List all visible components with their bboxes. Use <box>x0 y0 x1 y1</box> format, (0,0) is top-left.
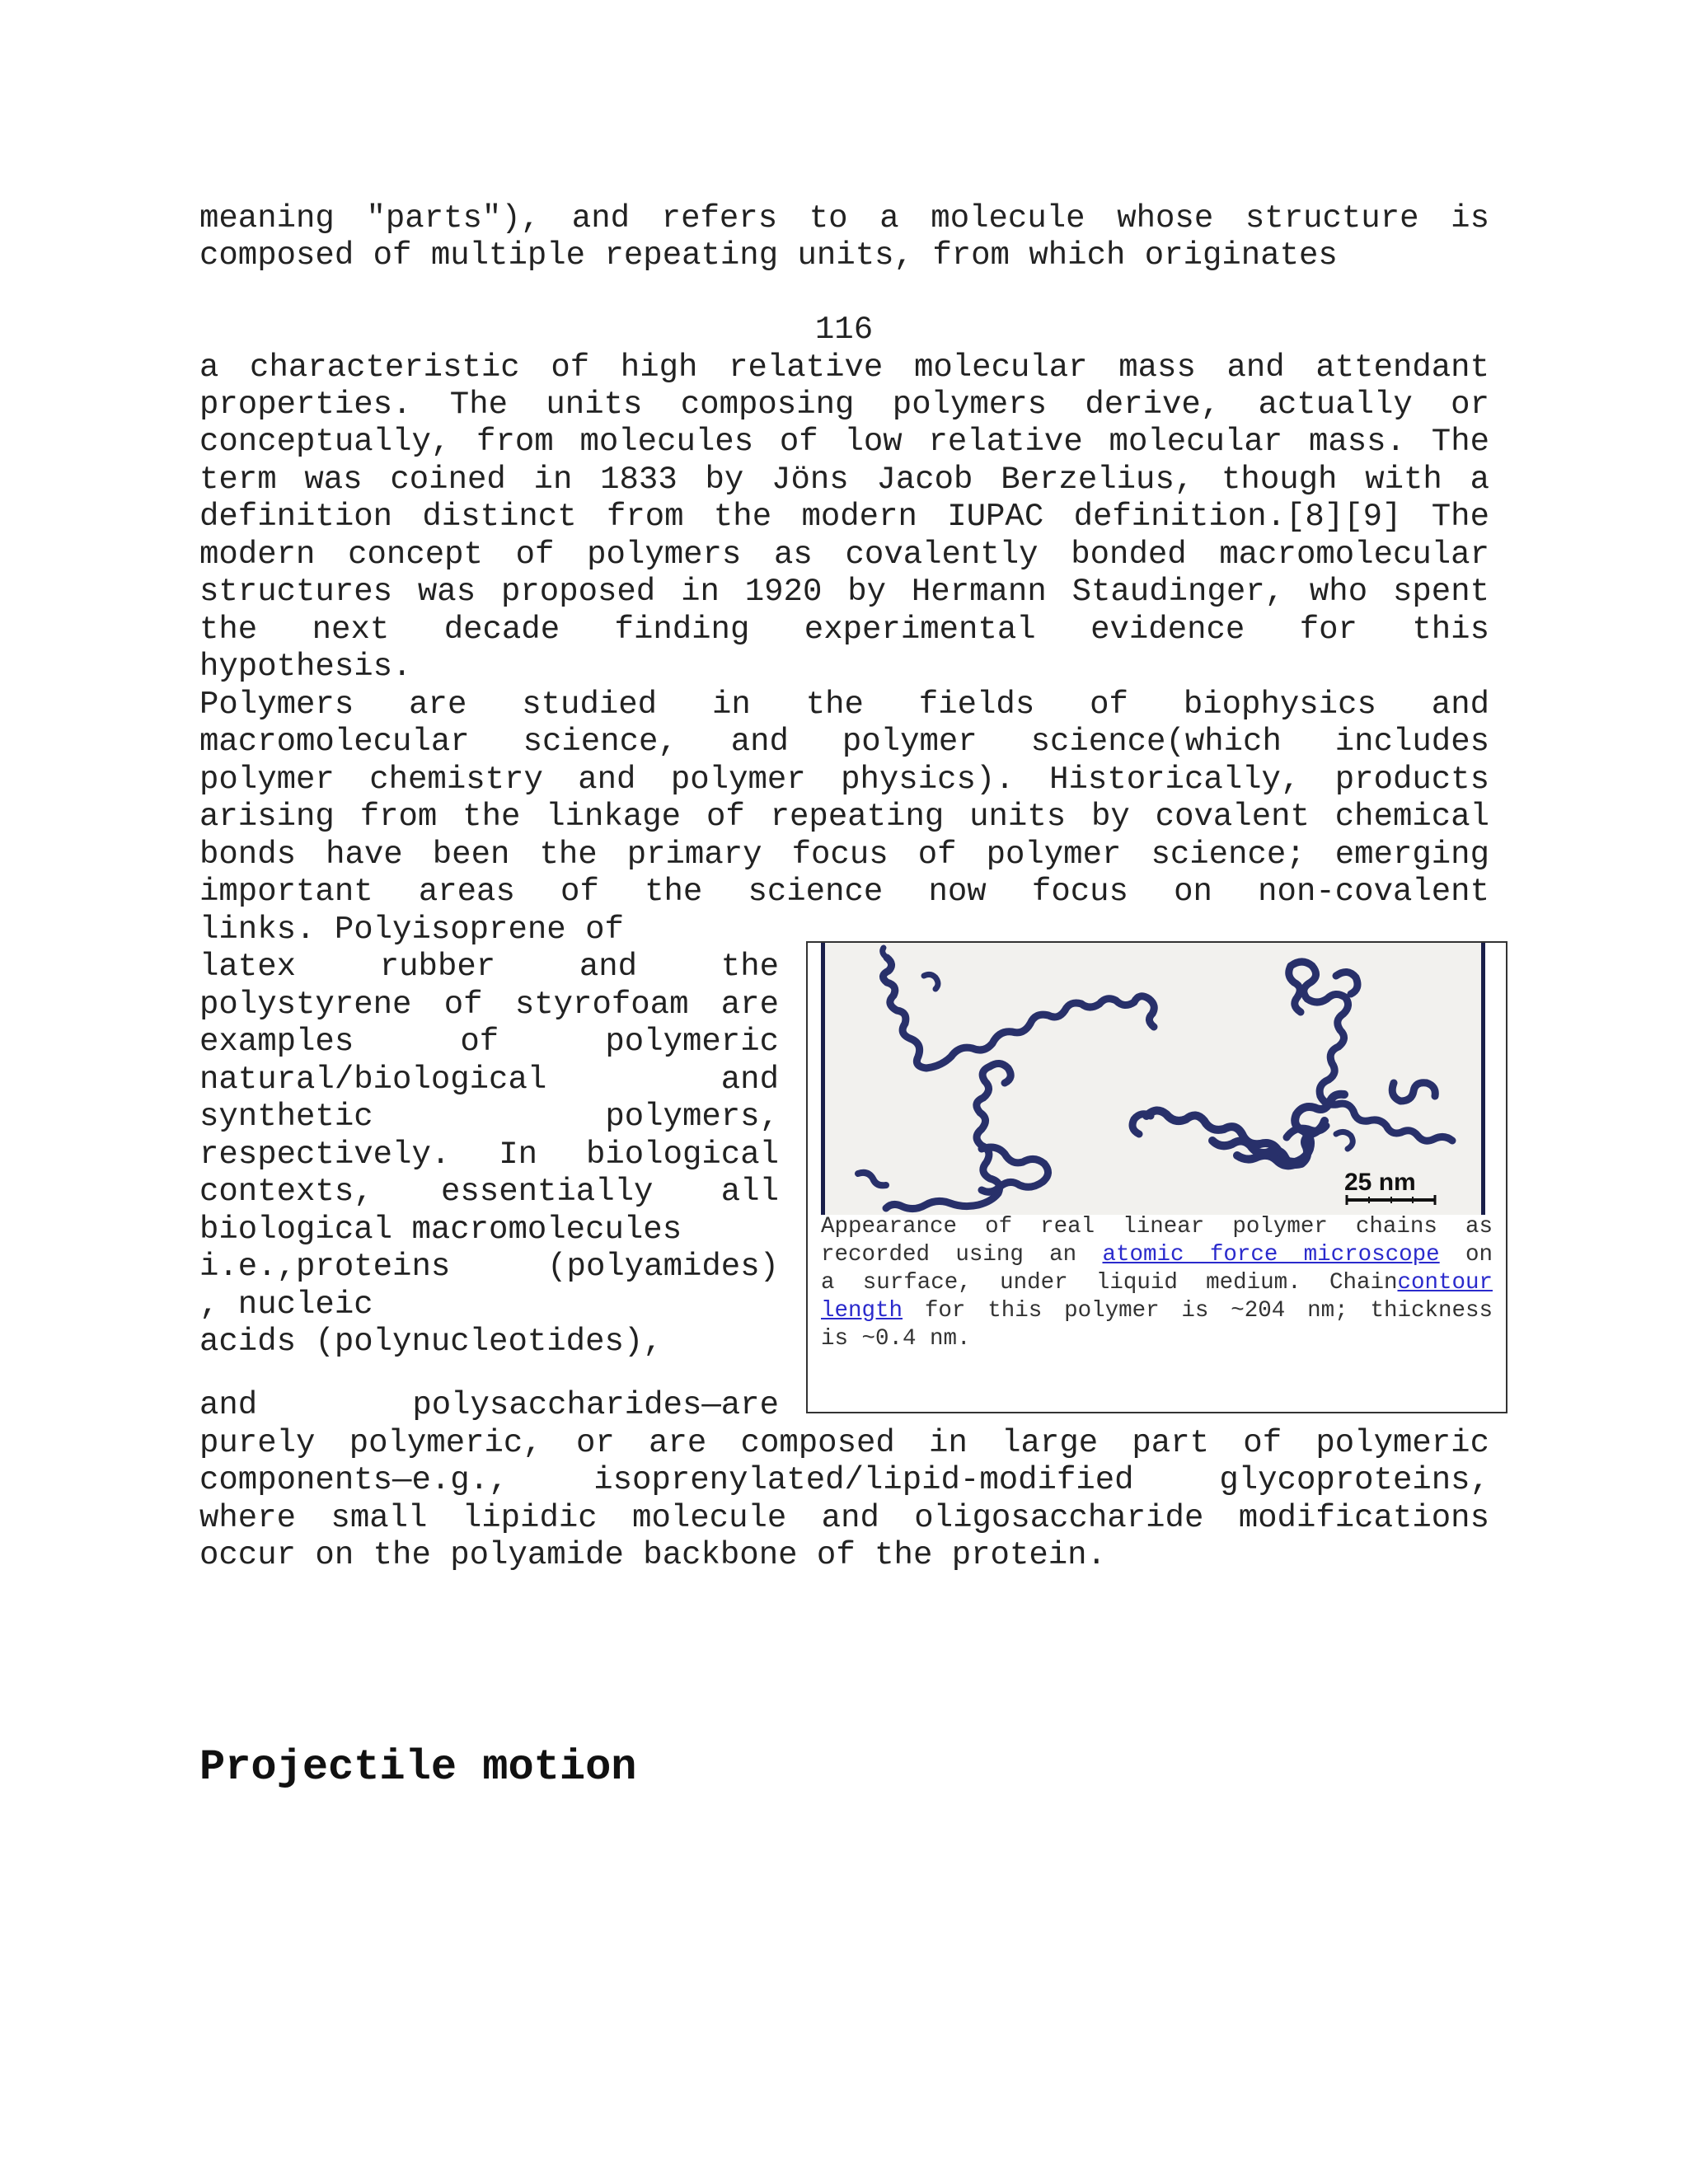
text-line: polystyrene of styrofoam are <box>199 987 779 1023</box>
text-line: biological macromolecules <box>199 1212 682 1248</box>
text-line: Polymers are studied in the fields of biophysics and <box>199 687 1489 723</box>
text-line: composed of multiple repeating units, from which originates <box>199 237 1338 274</box>
caption-text: a surface, under liquid medium. Chain <box>821 1270 1398 1296</box>
text-line: modern concept of polymers as covalently bonded macromolecular <box>199 537 1489 573</box>
text-line: important areas of the science now focus on non-covalent <box>199 874 1489 910</box>
text-line: bonds have been the primary focus of polymer science; emerging <box>199 837 1489 873</box>
text-line: conceptually, from molecules of low relative molecular mass. The <box>199 424 1489 460</box>
text-line: examples of polymeric <box>199 1024 779 1060</box>
caption-text: for this polymer is ~204 nm; thickness <box>903 1298 1493 1324</box>
text-line: , nucleic <box>199 1286 373 1323</box>
text-line: contexts, essentially all <box>199 1174 779 1210</box>
text-line: and polysaccharides—are <box>199 1387 779 1423</box>
text-line: term was coined in 1833 by Jöns Jacob Berzelius, though with a <box>199 462 1489 498</box>
text-line: natural/biological and <box>199 1062 779 1098</box>
caption-line <box>821 1269 1493 1297</box>
contour-length-link[interactable]: contour <box>1397 1270 1493 1296</box>
atomic-force-microscope-link[interactable]: atomic force microscope <box>1102 1242 1440 1268</box>
caption-line: Appearance of real linear polymer chains as <box>821 1214 1493 1240</box>
text-line: where small lipidic molecule and oligosaccharide modifications <box>199 1500 1489 1536</box>
scale-bar <box>1344 1169 1435 1205</box>
text-line: acids (polynucleotides), <box>199 1324 663 1360</box>
text-line: the next decade finding experimental evidence for this <box>199 612 1489 648</box>
text-line: arising from the linkage of repeating units by covalent chemical <box>199 799 1489 835</box>
section-heading: Projectile motion <box>199 1743 637 1792</box>
text-line: polymer chemistry and polymer physics). Historically, products <box>199 762 1489 798</box>
text-line: i.e.,proteins (polyamides) <box>199 1249 779 1285</box>
polymer-chains-graphic <box>825 943 1481 1215</box>
figure-caption <box>821 1213 1493 1353</box>
afm-polymer-image <box>821 943 1485 1215</box>
caption-line <box>821 1241 1493 1269</box>
text-line: latex rubber and the <box>199 949 779 985</box>
contour-length-link-cont[interactable]: length <box>821 1298 903 1324</box>
text-line: macromolecular science, and polymer science(which includes <box>199 724 1489 760</box>
text-line: purely polymeric, or are composed in large part of polymeric <box>199 1425 1489 1461</box>
text-line: a characteristic of high relative molecular mass and attendant <box>199 349 1489 386</box>
text-line: links. Polyisoprene of <box>199 912 624 948</box>
text-line: components—e.g., isoprenylated/lipid-modified glycoproteins, <box>199 1462 1489 1498</box>
caption-text: recorded using an <box>821 1242 1103 1268</box>
caption-line <box>821 1297 1493 1325</box>
scale-bar-label: 25 nm <box>1344 1169 1416 1196</box>
text-line: hypothesis. <box>199 649 412 685</box>
text-line: definition distinct from the modern IUPAC definition.[8][9] The <box>199 499 1489 535</box>
caption-line: is ~0.4 nm. <box>821 1326 971 1352</box>
caption-text: on <box>1439 1242 1493 1268</box>
text-line: structures was proposed in 1920 by Hermann Staudinger, who spent <box>199 574 1489 610</box>
page-number: 116 <box>814 312 874 348</box>
text-line: meaning "parts"), and refers to a molecule whose structure is <box>199 200 1489 237</box>
figure-box <box>806 941 1507 1413</box>
text-line: occur on the polyamide backbone of the protein. <box>199 1537 1106 1573</box>
text-line: properties. The units composing polymers derive, actually or <box>199 387 1489 423</box>
text-line: synthetic polymers, <box>199 1099 779 1135</box>
text-line: respectively. In biological <box>199 1137 779 1173</box>
